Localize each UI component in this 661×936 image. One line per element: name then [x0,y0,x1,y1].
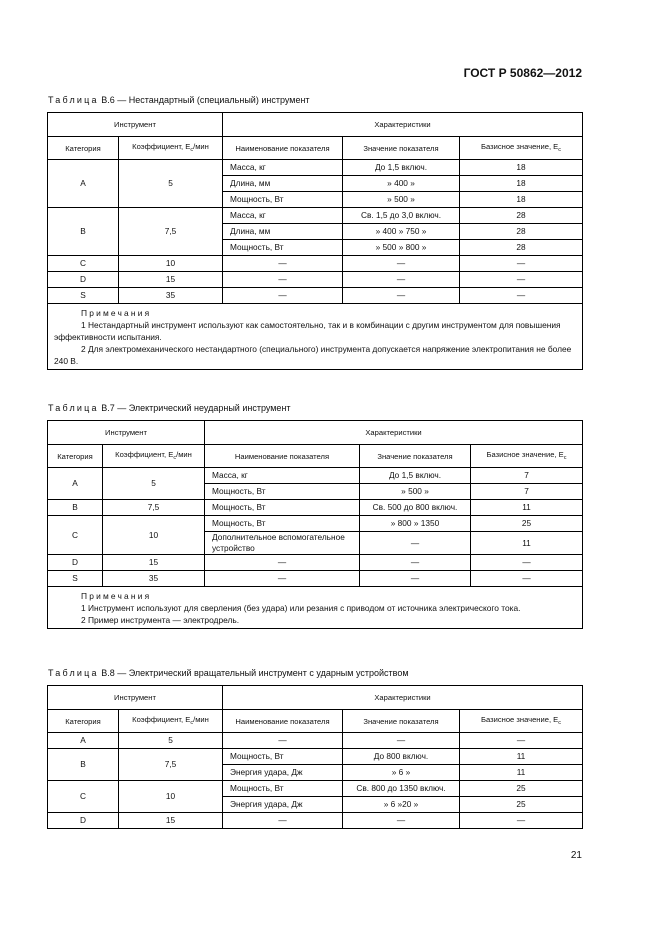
table-b7 [47,420,583,629]
cell-value: — [360,571,471,587]
table-caption-b8: Таблица В.8 — Электрический вращательный инструмент с ударным устройством [48,668,409,678]
cell-category: C [48,516,103,555]
cell-category: B [48,500,103,516]
header-category: Категория [48,710,119,733]
cell-value: — [343,272,460,288]
cell-value: » 500 » [360,484,471,500]
cell-value: » 500 » [343,192,460,208]
cell-base: 11 [471,500,583,516]
header-coefficient-text: Коэффициент, E [132,141,191,151]
table-row [48,749,583,765]
cell-coefficient: 7,5 [119,749,223,781]
cell-category: A [48,160,119,208]
cell-indicator: Мощность, Вт [205,516,360,532]
table-row [48,733,583,749]
cell-value: » 6 » [343,765,460,781]
header-base-text: Базисное значение, E [481,141,559,151]
header-indicator: Наименование показателя [223,137,343,160]
cell-coefficient: 15 [103,555,205,571]
cell-category: B [48,208,119,256]
cell-indicator: Масса, кг [223,160,343,176]
table-row [48,288,583,304]
cell-indicator: Длина, мм [223,176,343,192]
cell-base: 18 [460,192,583,208]
cell-base: 7 [471,484,583,500]
cell-coefficient: 15 [119,813,223,829]
table-b8 [47,685,583,829]
cell-value: — [343,256,460,272]
cell-base: — [471,555,583,571]
table-row [48,516,583,532]
cell-base: — [460,272,583,288]
cell-value: — [360,532,471,555]
notes-row [48,587,583,629]
header-coefficient-text: Коэффициент, E [132,714,191,724]
document-code: ГОСТ Р 50862—2012 [463,66,582,80]
header-base-text: Базисное значение, E [486,449,564,459]
cell-indicator: Мощность, Вт [205,484,360,500]
header-base-sub: c [558,719,561,726]
cell-indicator: — [223,813,343,829]
cell-coefficient: 10 [103,516,205,555]
cell-value: Св. 1,5 до 3,0 включ. [343,208,460,224]
table-row [48,208,583,224]
notes-cell [48,304,583,370]
cell-value: » 800 » 1350 [360,516,471,532]
cell-value: До 1,5 включ. [360,468,471,484]
note-item: 1 Нестандартный инструмент используют как самостоятельно, так и в комбинации с другим инструментом для повышения эффективности испытания. [54,320,561,342]
cell-value: Св. 500 до 800 включ. [360,500,471,516]
header-coefficient [119,137,223,160]
header-characteristics: Характеристики [223,113,583,137]
cell-base: 25 [460,781,583,797]
cell-category: S [48,571,103,587]
cell-category: C [48,781,119,813]
table-caption-b6: Таблица В.6 — Нестандартный (специальный) инструмент [48,95,310,105]
table-row [48,468,583,484]
table-row [48,571,583,587]
table-row [48,781,583,797]
cell-category: A [48,733,119,749]
cell-indicator: Масса, кг [205,468,360,484]
cell-category: B [48,749,119,781]
cell-category: A [48,468,103,500]
header-coefficient-sub: c [190,719,194,726]
note-item: 2 Для электромеханического нестандартного (специального) инструмента допускается напряжение электропитания не более 240 В. [54,344,572,366]
cell-value: » 500 » 800 » [343,240,460,256]
cell-indicator: Энергия удара, Дж [223,797,343,813]
cell-indicator: — [223,733,343,749]
cell-base: 11 [471,532,583,555]
table-row [48,500,583,516]
cell-indicator: — [223,288,343,304]
cell-value: — [343,733,460,749]
header-base-sub: c [558,146,561,153]
cell-value: — [343,288,460,304]
cell-base: 18 [460,176,583,192]
header-base-sub: c [563,454,567,461]
header-value: Значение показателя [343,137,460,160]
cell-indicator: Дополнительное вспомогательное устройство [205,532,360,555]
header-coefficient-text: Коэффициент, E [115,449,174,459]
cell-base: 11 [460,749,583,765]
cell-base: 25 [471,516,583,532]
header-category: Категория [48,137,119,160]
cell-base: 28 [460,224,583,240]
cell-base: — [460,733,583,749]
cell-base: 28 [460,208,583,224]
cell-indicator: — [205,571,360,587]
cell-value: » 6 »20 » [343,797,460,813]
cell-base: 11 [460,765,583,781]
header-value: Значение показателя [343,710,460,733]
header-indicator: Наименование показателя [223,710,343,733]
cell-coefficient: 5 [103,468,205,500]
cell-indicator: Мощность, Вт [223,240,343,256]
cell-indicator: — [205,555,360,571]
cell-coefficient: 10 [119,781,223,813]
cell-coefficient: 10 [119,256,223,272]
table-row [48,272,583,288]
header-coefficient-sub: c [190,146,194,153]
cell-base: — [460,256,583,272]
cell-base: 25 [460,797,583,813]
cell-base: 18 [460,160,583,176]
header-category: Категория [48,445,103,468]
header-coefficient-sub: c [173,454,177,461]
header-instrument: Инструмент [48,421,205,445]
header-coefficient-unit: /мин [193,141,209,151]
cell-category: D [48,813,119,829]
header-base [460,710,583,733]
cell-base: 7 [471,468,583,484]
cell-coefficient: 5 [119,160,223,208]
cell-indicator: Длина, мм [223,224,343,240]
header-base-text: Базисное значение, E [481,714,559,724]
cell-indicator: Масса, кг [223,208,343,224]
notes-row [48,304,583,370]
header-coefficient [119,710,223,733]
cell-base: — [460,813,583,829]
cell-value: — [360,555,471,571]
cell-indicator: Энергия удара, Дж [223,765,343,781]
cell-base: — [471,571,583,587]
table-row [48,256,583,272]
cell-value: » 400 » 750 » [343,224,460,240]
header-coefficient-unit: /мин [176,449,192,459]
cell-indicator: — [223,256,343,272]
cell-category: S [48,288,119,304]
header-base [460,137,583,160]
header-instrument: Инструмент [48,686,223,710]
table-caption-b7: Таблица В.7 — Электрический неударный инструмент [48,403,291,413]
cell-value: — [343,813,460,829]
table-row [48,160,583,176]
header-value: Значение показателя [360,445,471,468]
header-base [471,445,583,468]
cell-base: — [460,288,583,304]
cell-coefficient: 5 [119,733,223,749]
cell-category: D [48,555,103,571]
cell-coefficient: 7,5 [119,208,223,256]
notes-cell [48,587,583,629]
cell-category: D [48,272,119,288]
cell-value: » 400 » [343,176,460,192]
cell-indicator: Мощность, Вт [205,500,360,516]
cell-indicator: Мощность, Вт [223,749,343,765]
header-characteristics: Характеристики [205,421,583,445]
cell-base: 28 [460,240,583,256]
cell-indicator: Мощность, Вт [223,781,343,797]
note-item: 2 Пример инструмента — электродрель. [81,615,240,625]
cell-coefficient: 15 [119,272,223,288]
page-number: 21 [570,850,582,861]
header-indicator: Наименование показателя [205,445,360,468]
table-row [48,813,583,829]
cell-value: До 1,5 включ. [343,160,460,176]
cell-coefficient: 7,5 [103,500,205,516]
cell-indicator: Мощность, Вт [223,192,343,208]
note-item: 1 Инструмент используют для сверления (без удара) или резания с приводом от источника электрического тока. [81,603,521,613]
notes-title: Примечания [81,591,152,601]
header-instrument: Инструмент [48,113,223,137]
header-characteristics: Характеристики [223,686,583,710]
cell-category: C [48,256,119,272]
cell-coefficient: 35 [119,288,223,304]
cell-value: До 800 включ. [343,749,460,765]
cell-indicator: — [223,272,343,288]
table-row [48,555,583,571]
header-coefficient [103,445,205,468]
cell-value: Св. 800 до 1350 включ. [343,781,460,797]
notes-title: Примечания [81,308,152,318]
header-coefficient-unit: /мин [193,714,209,724]
cell-coefficient: 35 [103,571,205,587]
table-b6 [47,112,583,370]
